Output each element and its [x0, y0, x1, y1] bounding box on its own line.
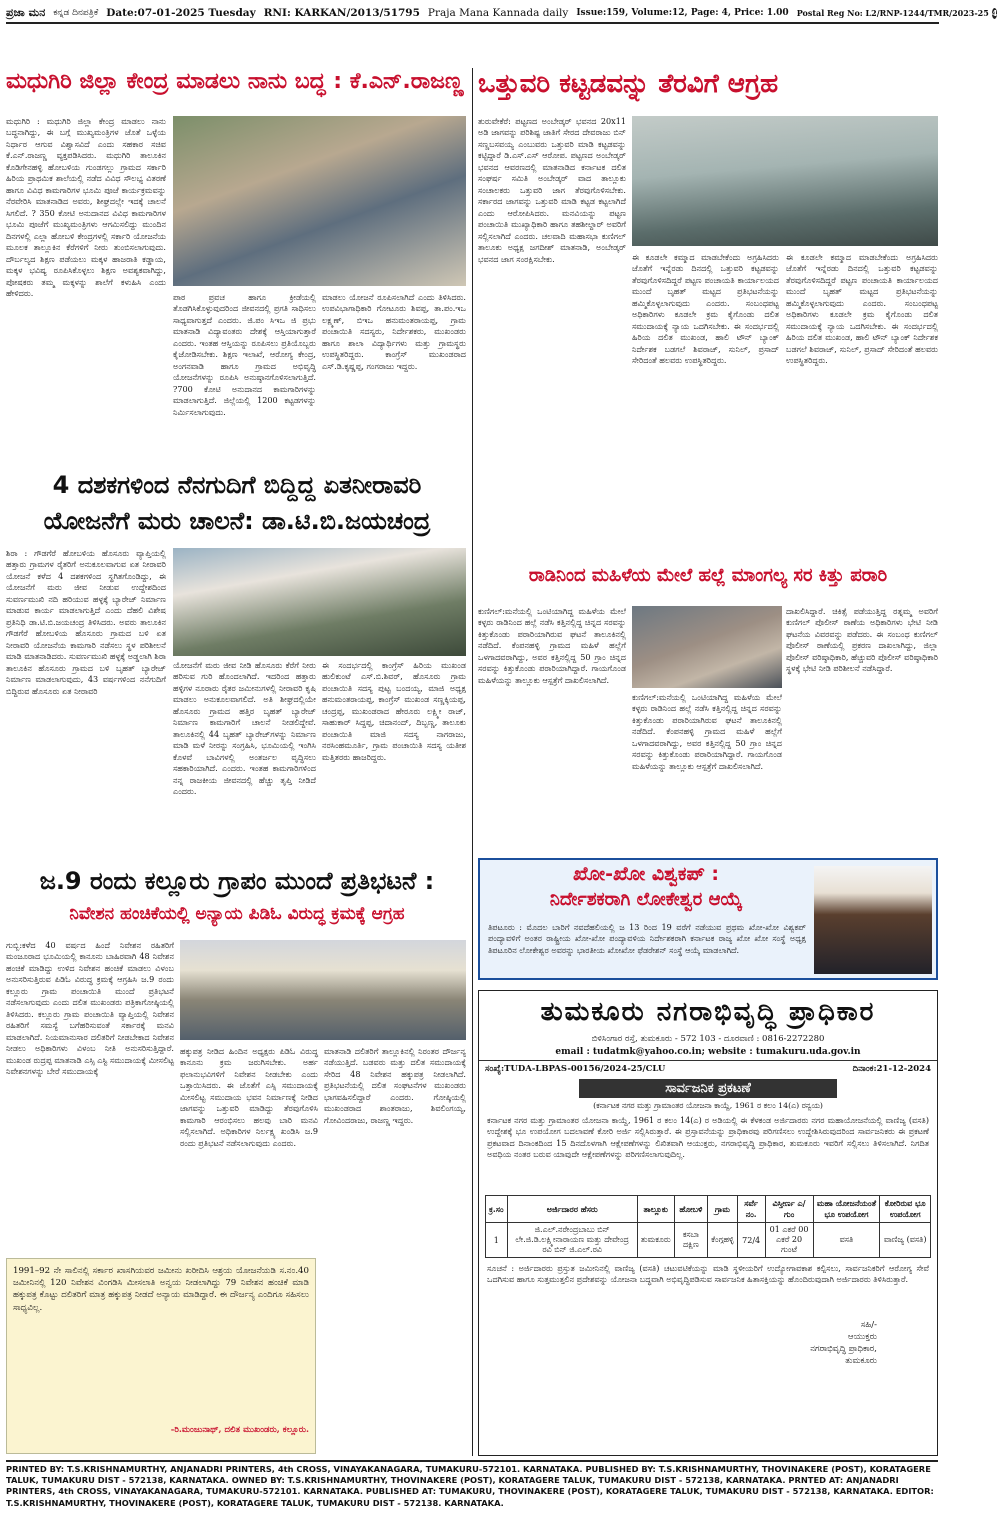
postal-reg: Postal Reg No: L2/RNP-1244/TMR/2023-25: [796, 8, 989, 18]
story3-headline-2: ನಿವೇಶನ ಹಂಚಿಕೆಯಲ್ಲಿ ಅನ್ಯಾಯ ಪಿಡಿಓ ವಿರುದ್ಧ ಕ್ರಮಕ್ಕೆ ಆಗ್ರಹ: [69, 904, 405, 924]
story3-photo: [180, 940, 466, 1040]
story4-col3: ಈ ಕೂಡಲೇ ಕಮ್ಮಾದ ಮಾಡಬೇಕೆಂದು ಅಗ್ರಹಿಸಿದರು ಜೊತೆಗೆ ಇನ್ನೆರಡು ದಿನದಲ್ಲಿ ಒತ್ತುವರಿ ಕಟ್ಟಡವನ್ನು ತೆರವುಗೊಳಿಸದಿದ್ದರೆ ಪಟ್ಟಣ ಪಂಚಾಯತಿ ಕಾರ್ಯಾಲಯದ ಮುಂದೆ ಬೃಹತ್ ಮಟ್ಟದ ಪ್ರತಿಭಟನೆಯನ್ನು ಹಮ್ಮಿಕೊಳ್ಳಲಾಗುವುದು ಎಂದರು. ಸಂಬಂಧಪಟ್ಟ ಅಧಿಕಾರಿಗಳು ಕೂಡಲೇ ಕ್ರಮ ಕೈಗೊಂಡು ದಲಿತ ಸಮುದಾಯಕ್ಕೆ ನ್ಯಾಯ ಒದಗಿಸಬೇಕು. ಈ ಸಂದರ್ಭದಲ್ಲಿ ಹಿರಿಯ ದಲಿತ ಮುಖಂಡ, ಹಾಲಿ ಟೌನ್ ಬ್ಯಾಂಕ್ ನಿರ್ದೇಶಕ ಬಡಗಲೆ ಶಿವರಾಜ್, ಸುನಿಲ್, ಪ್ರಸಾದ್ ಸೇರಿದಂತೆ ಹಲವರು ಉಪಸ್ಥಿತರಿದ್ದರು.: [786, 252, 938, 366]
story2-photo: [173, 548, 466, 656]
tuda-title: ತುಮಕೂರು ನಗರಾಭಿವೃದ್ಧಿ ಪ್ರಾಧಿಕಾರ: [540, 997, 876, 1027]
imprint: PRINTED BY: T.S.KRISHNAMURTHY, ANJANADRI PRINTERS, 4th CROSS, VINAYAKANAGARA, TUMAKURU-572101. KARNATAKA. PUBLISHED BY: T.S.KRISHNAMURTHY, THOVINAKERE (POST), KORATAGERE TALUK, TUMAKURU DIST - 572138, KARNATAKA. OWNED BY: T.S.KRISHNAMURTHY, THOVINAKERE (POST), KORATAGERE TALUK, TUMAKURU DIST - 572138, KARNATAKA. PRNTED AT: ANJANADRI PRINTERS, 4th CROSS, VINAYAKANAGARA, TUMAKURU-572101. KARNATAKA. PUBLISHED AT: TUMAKURU, THOVINAKERE (POST), KORATAGERE TALUK, TUMAKURU DIST - 572138, KARNATAKA. EDITOR: T.S.KRISHNAMURTHY, THOVINAKERE (POST), KORATAGERE TALUK, TUMAKURU DIST - 572138. KARNATAKA.: [6, 1464, 934, 1508]
story1-photo: [173, 116, 466, 286]
story1-col2: ಪಾಠ ಪ್ರವಚ ಹಾಗೂ ಕ್ರೀಡೆಯಲ್ಲಿ ತೊಡಗಿಸಿಕೊಳ್ಳುವುದರಿಂದ ಜೀವನದಲ್ಲಿ ಪ್ರಗತಿ ಸಾಧಿಸಲು ಸಾಧ್ಯವಾಗುತ್ತದೆ ಎಂದರು. ಜಿ.ಪಂ ಸಿಇಒ ಜಿ ಪ್ರಭು ಮಾತನಾಡಿ ವಿದ್ಯಾವಂತರು ದೇಶಕ್ಕೆ ಆಸ್ತಿಯಾಗುತ್ತಾರೆ ಎಂದರು. ಇಂತಹ ಆಸ್ತಿಯನ್ನು ರೂಪಿಸಲು ಪ್ರತಿಯೊಬ್ಬರು ಕೈಜೋಡಿಸಬೇಕು. ಶಿಕ್ಷಣ ಇಲಾಖೆ, ಆರೋಗ್ಯ ಕೇಂದ್ರ, ಅಂಗನವಾಡಿ ಹಾಗೂ ಗ್ರಾಮದ ಅಭಿವೃದ್ಧಿ ಯೋಜನೆಗಳನ್ನು ರೂಪಿಸಿ ಅನುಷ್ಠಾನಗೊಳಿಸಲಾಗುತ್ತಿದೆ. ?700 ಕೋಟಿ ಅನುದಾನದ ಕಾಮಗಾರಿಗಳನ್ನು ಮಾಡಲಾಗುತ್ತಿದೆ. ಜಿಲ್ಲೆಯಲ್ಲಿ 1200 ಕಟ್ಟಡಗಳನ್ನು ನಿರ್ಮಿಸಲಾಗುವುದು.: [173, 292, 316, 417]
tuda-table-header: ಗ್ರಾಮ: [708, 1196, 738, 1223]
story2-col1: ಶಿರಾ : ಗೌಡಗೆರೆ ಹೋಬಳಿಯ ಹೊಸೂರು ವ್ಯಾಪ್ತಿಯಲ್ಲಿ ಹತ್ತಾರು ಗ್ರಾಮಗಳ ರೈತರಿಗೆ ಅನುಕೂಲವಾಗುವ ಏತ ನೀರಾವರಿ ಯೋಜನೆ ಕಳೆದ 4 ದಶಕಗಳಿಂದ ಸ್ಥಗಿತಗೊಂಡಿದ್ದು, ಈ ಯೋಜನೆಗೆ ಮರು ಜೀವ ನೀಡುವ ಉದ್ದೇಶದಿಂದ ಸುವರ್ಣಮುಖಿ ನದಿ ಹರಿಯುವ ಹಳ್ಳಕ್ಕೆ ಬ್ಯಾರೇಜ್ ನಿರ್ಮಾಣ ಮಾಡುವ ಕಾರ್ಯ ಮಾಡಲಾಗುತ್ತಿದೆ ಎಂದು ದೆಹಲಿ ವಿಶೇಷ ಪ್ರತಿನಿಧಿ ಡಾ.ಟಿ.ಬಿ.ಜಯಚಂದ್ರ ತಿಳಿಸಿದರು. ಅವರು ತಾಲೂಕಿನ ಗೌಡಗೆರೆ ಹೋಬಳಿಯ ಹೊಸೂರು ಗ್ರಾಮದ ಬಳಿ ಏತ ನೀರಾವರಿ ಯೋಜನೆಯ ಕಾಮಗಾರಿ ನಡೆಸಲು ಸ್ಥಳ ಪರಿಶೀಲನೆ ಮಾಡಿ ಮಾತನಾಡಿದರು. ಸುವರ್ಣಮುಖಿ ಹಳ್ಳಕ್ಕೆ ಅಡ್ಡಲಾಗಿ ಶಿರಾ ತಾಲೂಕಿನ ಹೊಸೂರು ಗ್ರಾಮದ ಬಳಿ ಬೃಹತ್ ಬ್ಯಾರೇಜ್ ನಿರ್ಮಾಣ ಮಾಡಲಾಗುವುದು, 43 ವರ್ಷಗಳಿಂದ ನನೆಗುದಿಗೆ ಬಿದ್ದಿರುವ ಹೊಸೂರು ಏತ ನೀರಾವರಿ: [6, 548, 166, 696]
tuda-table-header: ಅರ್ಜಿದಾರರ ಹೆಸರು: [507, 1196, 637, 1223]
story2-col2: ಯೋಜನೆಗೆ ಮರು ಜೀವ ನೀಡಿ ಹೊಸೂರು ಕೆರೆಗೆ ನೀರು ಹರಿಸುವ ಗುರಿ ಹೊಂದಲಾಗಿದೆ. ಇದರಿಂದ ಹತ್ತಾರು ಹಳ್ಳಿಗಳ ನೂರಾರು ರೈತರ ಜಮೀನುಗಳಲ್ಲಿ ನೀರಾವರಿ ಕೃಷಿ ಮಾಡಲು ಅನುಕೂಲವಾಗಲಿದೆ. ಅತಿ ಶೀಘ್ರದಲ್ಲಿಯೇ ಹೊಸೂರು ಗ್ರಾಮದ ಹತ್ತಿರ ಬೃಹತ್ ಬ್ಯಾರೇಜ್ ನಿರ್ಮಾಣ ಕಾಮಗಾರಿಗೆ ಚಾಲನೆ ನೀಡಲಿದ್ದೇವೆ. ತಾಲೂಕಿನಲ್ಲಿ 44 ಬೃಹತ್ ಬ್ಯಾರೇಜ್‌ಗಳನ್ನು ನಿರ್ಮಾಣ ಮಾಡಿ ಮಳೆ ನೀರನ್ನು ಸಂಗ್ರಹಿಸಿ, ಭೂಮಿಯಲ್ಲಿ ಇಂಗಿಸಿ ಕೊಳವೆ ಬಾವಿಗಳಲ್ಲಿ ಅಂತರ್ಜಲ ವೃದ್ಧಿಸಲು ಸಹಕಾರಿಯಾಗಿದೆ. ಎಂದರು. ಇಂತಹ ಕಾಮಗಾರಿಗಳಿಂದ ನನ್ನ ರಾಜಕೀಯ ಜೀವನದಲ್ಲಿ ಹೆಚ್ಚು ತೃಪ್ತಿ ನೀಡಿದೆ ಎಂದರು.: [173, 660, 316, 797]
story5-photo: [632, 606, 782, 688]
tuda-email: email : tudatmk@yahoo.co.in; website : tumakuru.uda.gov.in: [479, 1047, 937, 1061]
tuda-table-cell: 01 ಎಕರೆ 00 ಎಕರೆ 20 ಗುಂಟೆ: [765, 1223, 813, 1258]
tuda-body: ಕರ್ನಾಟಕ ನಗರ ಮತ್ತು ಗ್ರಾಮಾಂತರ ಯೋಜನಾ ಕಾಯ್ದೆ, 1961 ರ ಕಲಂ 14(ಎ) ರ ಅಡಿಯಲ್ಲಿ ಈ ಕೆಳಕಂಡ ಅರ್ಜಿದಾರರು ನಗರ ಮಹಾಯೋಜನೆಯಲ್ಲಿ ವಾಣಿಜ್ಯ (ವಸತಿ) ಉದ್ದೇಶಕ್ಕೆ ಭೂ ಉಪಯೋಗ ಬದಲಾವಣೆ ಕೋರಿ ಅರ್ಜಿ ಸಲ್ಲಿಸಿರುತ್ತಾರೆ. ಈ ಪ್ರಸ್ತಾವನೆಯನ್ನು ಪ್ರಾಧಿಕಾರವು ಪರಿಗಣಿಸಲು ಉದ್ದೇಶಿಸಿರುವುದರಿಂದ ಸಾರ್ವಜನಿಕರು ಈ ಪ್ರಕಟಣೆ ಪ್ರಕಟವಾದ ದಿನಾಂಕದಿಂದ 15 ದಿನದೊಳಗಾಗಿ ಆಕ್ಷೇಪಣೆಗಳನ್ನು ಲಿಖಿತವಾಗಿ ಆಯುಕ್ತರು, ನಗರಾಭಿವೃದ್ಧಿ ಪ್ರಾಧಿಕಾರ, ತುಮಕೂರು ಇವರಿಗೆ ಸಲ್ಲಿಸಲು ತಿಳಿಸಲಾಗಿದೆ. ನಿಗದಿತ ಅವಧಿಯ ನಂತರ ಬರುವ ಯಾವುದೇ ಆಕ್ಷೇಪಣೆಗಳನ್ನು ಪರಿಗಣಿಸಲಾಗುವುದಿಲ್ಲ.: [487, 1115, 929, 1160]
footer-rule: [6, 1460, 938, 1462]
tuda-table-cell: 1: [486, 1223, 508, 1258]
tuda-sign-2: ಆಯುಕ್ತರು: [847, 1331, 877, 1342]
story3-quote-box: [6, 1258, 316, 1454]
story5-col1: ಕುಣಿಗಲ್:ಮನೆಯಲ್ಲಿ ಒಂಟಿಯಾಗಿದ್ದ ಮಹಿಳೆಯ ಮೇಲೆ ಕಳ್ಳರು ರಾಡಿನಿಂದ ಹಲ್ಲೆ ನಡೆಸಿ ಕತ್ತಿನಲ್ಲಿದ್ದ ಚಿನ್ನದ ಸರವನ್ನು ಕಿತ್ತುಕೊಂಡು ಪರಾರಿಯಾಗಿರುವ ಘಟನೆ ತಾಲೂಕಿನಲ್ಲಿ ನಡೆದಿದೆ. ಕೆಂಪನಹಳ್ಳಿ ಗ್ರಾಮದ ಮಹಿಳೆ ಹಲ್ಲೆಗೆ ಒಳಗಾದವರಾಗಿದ್ದು, ಅವರ ಕತ್ತಿನಲ್ಲಿದ್ದ 50 ಗ್ರಾಂ ಚಿನ್ನದ ಸರವನ್ನು ಕಿತ್ತುಕೊಂಡು ಪರಾರಿಯಾಗಿದ್ದಾರೆ. ಗಾಯಗೊಂಡ ಮಹಿಳೆಯನ್ನು ತಾಲ್ಲೂಕು ಆಸ್ಪತ್ರೆಗೆ ದಾಖಲಿಸಲಾಗಿದೆ.: [478, 606, 626, 685]
english-name: Praja Mana Kannada daily: [427, 7, 569, 19]
rni: RNI: KARKAN/2013/51795: [263, 7, 420, 19]
tuda-table-header: ತಾಲ್ಲೂಕು: [637, 1196, 674, 1223]
masthead: [6, 4, 997, 62]
tuda-table-cell: ಕೆಂಗ್ಗಹಳ್ಳಿ: [708, 1223, 738, 1258]
tuda-table-cell: ಕಸಬಾ ದಕ್ಷಿಣ: [674, 1223, 707, 1258]
tuda-table-header: ಕ್ರ.ಸಂ: [486, 1196, 508, 1223]
story1-col1: ಮಧುಗಿರಿ : ಮಧುಗಿರಿ ಜಿಲ್ಲಾ ಕೇಂದ್ರ ಮಾಡಲು ನಾನು ಬದ್ಧನಾಗಿದ್ದು, ಈ ಬಗ್ಗೆ ಮುಖ್ಯಮಂತ್ರಿಗಳ ಜೊತೆ ಒಳ್ಳೆಯ ನಿರ್ಧಾರ ಆಗುವ ವಿಶ್ವಾಸವಿದೆ ಎಂದು ಸಹಕಾರ ಸಚಿವ ಕೆ.ಎನ್.ರಾಜಣ್ಣ ವ್ಯಕ್ತಪಡಿಸಿದರು. ಮಧುಗಿರಿ ತಾಲೂಕಿನ ಕೊಡಿಗೇನಹಳ್ಳಿ ಹೋಬಳಿಯ ಗುಂಡಗಲ್ಲು ಗ್ರಾಮದ ಸರ್ಕಾರಿ ಹಿರಿಯ ಪ್ರಾಥಮಿಕ ಶಾಲೆಯಲ್ಲಿ ನಡೆದ ವಿವಿಧ ಸೌಲಭ್ಯ ವಿತರಣೆ ಹಾಗೂ ವಿವಿಧ ಕಾಮಗಾರಿಗಳ ಭೂಮಿ ಪೂಜೆ ಕಾರ್ಯಕ್ರಮವನ್ನು ನೆರವೇರಿಸಿ ಮಾತನಾಡಿದ ಅವರು, ಶೀಘ್ರದಲ್ಲೇ ಇದಕ್ಕೆ ಚಾಲನೆ ಸಿಗಲಿದೆ. ? 350 ಕೋಟಿ ಅನುದಾನದ ವಿವಿಧ ಕಾಮಗಾರಿಗಳ ಭೂಮಿ ಪೂಜೆಗೆ ಮುಖ್ಯಮಂತ್ರಿಗಳು ಆಗಮಿಸಲಿದ್ದು ಮುಂದಿನ ದಿನಗಳಲ್ಲಿ ಎಲ್ಲಾ ಹೋಬಳಿ ಕೇಂದ್ರಗಳಲ್ಲಿ ಸರ್ಕಾರಿ ಯೋಜನೆಯ ಮೂಲಕ ತಾಲ್ಲೂಕಿನ ಕೆರೆಗಳಿಗೆ ನೀರು ತುಂಬಿಸಲಾಗುವುದು. ದೌರ್ಬಲ್ಯದ ಶಿಕ್ಷಣ ಪಡೆಯಲು ಮಕ್ಕಳ ಹಾಜರಾತಿ ಕಡ್ಡಾಯ, ಮಕ್ಕಳ ಭವಿಷ್ಯ ರೂಪಿಸಿಕೊಳ್ಳಲು ಶಿಕ್ಷಣ ಅವಶ್ಯಕವಾಗಿದ್ದು, ಪೋಷಕರು ತಮ್ಮ ಮಕ್ಕಳನ್ನು ಶಾಲೆಗೆ ಕಳುಹಿಸಿ ಎಂದು ಹೇಳಿದರು.: [6, 116, 166, 299]
story5-col2: ದಾಖಲಿಸಿದ್ದಾರೆ. ಚಿಕಿತ್ಸೆ ಪಡೆಯುತ್ತಿದ್ದ ರತ್ನಮ್ಮ ಅವರಿಗೆ ಕುಣಿಗಲ್ ಪೊಲೀಸ್ ಠಾಣೆಯ ಅಧಿಕಾರಿಗಳು ಭೇಟಿ ನೀಡಿ ಘಟನೆಯ ವಿವರವನ್ನು ಪಡೆದರು. ಈ ಸಂಬಂಧ ಕುಣಿಗಲ್ ಪೊಲೀಸ್ ಠಾಣೆಯಲ್ಲಿ ಪ್ರಕರಣ ದಾಖಲಾಗಿದ್ದು, ಜಿಲ್ಲಾ ಪೊಲೀಸ್ ವರಿಷ್ಠಾಧಿಕಾರಿ, ಹೆಚ್ಚುವರಿ ಪೊಲೀಸ್ ವರಿಷ್ಠಾಧಿಕಾರಿ ಸ್ಥಳಕ್ಕೆ ಭೇಟಿ ನೀಡಿ ಪರಿಶೀಲನೆ ನಡೆಸಿದ್ದಾರೆ.: [786, 606, 938, 674]
tuda-date: ದಿನಾಂಕ:21-12-2024: [852, 1064, 931, 1074]
tuda-sign-4: ತುಮಕೂರು: [845, 1355, 877, 1366]
tuda-notice: [478, 990, 938, 1456]
date: Date:07-01-2025 Tuesday: [106, 7, 256, 19]
tuda-table-header: ಕೋರಿರುವ ಭೂ ಉಪಯೋಗ: [880, 1196, 931, 1223]
story4-col2: ಈ ಕೂಡಲೇ ಕಮ್ಮಾದ ಮಾಡಬೇಕೆಂದು ಅಗ್ರಹಿಸಿದರು ಜೊತೆಗೆ ಇನ್ನೆರಡು ದಿನದಲ್ಲಿ ಒತ್ತುವರಿ ಕಟ್ಟಡವನ್ನು ತೆರವುಗೊಳಿಸದಿದ್ದರೆ ಪಟ್ಟಣ ಪಂಚಾಯತಿ ಕಾರ್ಯಾಲಯದ ಮುಂದೆ ಬೃಹತ್ ಮಟ್ಟದ ಪ್ರತಿಭಟನೆಯನ್ನು ಹಮ್ಮಿಕೊಳ್ಳಲಾಗುವುದು ಎಂದರು. ಸಂಬಂಧಪಟ್ಟ ಅಧಿಕಾರಿಗಳು ಕೂಡಲೇ ಕ್ರಮ ಕೈಗೊಂಡು ದಲಿತ ಸಮುದಾಯಕ್ಕೆ ನ್ಯಾಯ ಒದಗಿಸಬೇಕು. ಈ ಸಂದರ್ಭದಲ್ಲಿ ಹಿರಿಯ ದಲಿತ ಮುಖಂಡ, ಹಾಲಿ ಟೌನ್ ಬ್ಯಾಂಕ್ ನಿರ್ದೇಶಕ ಬಡಗಲೆ ಶಿವರಾಜ್, ಸುನಿಲ್, ಪ್ರಸಾದ್ ಸೇರಿದಂತೆ ಹಲವರು ಉಪಸ್ಥಿತರಿದ್ದರು.: [632, 252, 779, 366]
tuda-table-cell: 72/4: [737, 1223, 765, 1258]
story2-headline-1: 4 ದಶಕಗಳಿಂದ ನೆನಗುದಿಗೆ ಬಿದ್ದಿದ್ದ ಏತನೀರಾವರಿ: [52, 471, 422, 499]
kho-headline-2: ನಿರ್ದೇಶಕರಾಗಿ ಲೋಕೇಶ್ವರ ಆಯ್ಕೆ: [549, 889, 743, 910]
tuda-act: (ಕರ್ನಾಟಕ ನಗರ ಮತ್ತು ಗ್ರಾಮಾಂತರ ಯೋಜನಾ ಕಾಯ್ದೆ, 1961 ರ ಕಲಂ 14(ಎ) ರನ್ವಯ): [593, 1101, 823, 1110]
paper-name: ಪ್ರಜಾ ಮನ: [6, 6, 46, 19]
tuda-address: ಬಿಳಿಸಿಂಗಾರ ರಸ್ತೆ, ತುಮಕೂರು - 572 103 - ದೂರವಾಣಿ : 0816-2272280: [591, 1034, 825, 1044]
page-number: 4: [991, 7, 997, 18]
story4-photo: [632, 116, 938, 246]
story3-col2: ಹಕ್ಕುಪತ್ರ ನೀಡಿದ ಹಿಂದಿನ ಅಧ್ಯಕ್ಷರು ಪಿಡಿಓ ವಿರುದ್ಧ ಕಾನೂನು ಕ್ರಮ ಜರುಗಿಸಬೇಕು. ಅರ್ಹ ಫಲಾನುಭವಿಗಳಿಗೆ ನಿವೇಶನ ನೀಡಬೇಕು ಎಂದು ಒತ್ತಾಯಿಸಿದರು. ಈ ಜೊತೆಗೆ ಎಸ್ಸಿ ಸಮುದಾಯಕ್ಕೆ ಮೀಸಲಿಟ್ಟ ಸಮುದಾಯ ಭವನ ನಿರ್ಮಾಣಕ್ಕೆ ನೀಡಿದ ಜಾಗವನ್ನು ಒತ್ತುವರಿ ಮಾಡಿದ್ದು ತೆರವುಗೊಳಿಸಿ ಕಾಮಗಾರಿ ಆರಂಭಿಸಲು ಹಲವು ಬಾರಿ ಮನವಿ ಸಲ್ಲಿಸಲಾಗಿದೆ. ಅಧಿಕಾರಿಗಳ ನಿರ್ಲಕ್ಷ್ಯ ಖಂಡಿಸಿ ಜ.9 ರಂದು ಪ್ರತಿಭಟನೆ ನಡೆಸಲಾಗುವುದು ಎಂದರು.: [180, 1046, 318, 1148]
tuda-table: [485, 1195, 931, 1258]
kho-portrait: [814, 866, 932, 974]
story2-col3: ಈ ಸಂದರ್ಭದಲ್ಲಿ ಕಾಂಗ್ರೆಸ್ ಹಿರಿಯ ಮುಖಂಡ ಹುಲಿಕುಂಟೆ ಎಸ್.ಬಿ.ಶಿವರ್, ಹೊಸೂರು ಗ್ರಾಮ ಪಂಚಾಯಿತಿ ಸದಸ್ಯ ಪುಟ್ಟ ಬಂದಯ್ಯ, ಮಾಜಿ ಅಧ್ಯಕ್ಷ ಹನುಮಂತರಾಯಪ್ಪ, ಕಾಂಗ್ರೆಸ್ ಮುಖಂಡ ಸಣ್ಣಕ್ಕಿಯಪ್ಪ, ಚಂದ್ರಪ್ಪ, ಮುಖಂಡರಾದ ಹೇರೂರು ಲಕ್ಷ್ಮೀ ರಾಜ್, ಸಾಹುಕಾರ್ ಸಿದ್ದಪ್ಪ, ಚಿದಾನಂದ್, ದಿಬ್ಬಣ್ಣ, ತಾಲೂಕು ಪಂಚಾಯಿತಿ ಮಾಜಿ ಸದಸ್ಯ ನಾಗರಾಜು, ನರಸಿಂಹಮೂರ್ತಿ, ಗ್ರಾಮ ಪಂಚಾಯಿತಿ ಸದಸ್ಯ ಯತೀಶ ಮತ್ತಿತರರು ಹಾಜರಿದ್ದರು.: [322, 660, 466, 762]
divider: [472, 68, 473, 1456]
tuda-table-header: ಮಹಾ ಯೋಜನೆಯಂತೆ ಭೂ ಉಪಯೋಗ: [813, 1196, 880, 1223]
tagline: ಕನ್ನಡ ದಿನಪತ್ರಿಕೆ: [53, 8, 99, 18]
story3-quote-author: -ರಿ.ಮಂಜುನಾಥ್, ದಲಿತ ಮುಖಂಡರು, ಕಲ್ಲೂರು.: [170, 1425, 309, 1435]
tuda-table-header: ಸರ್ವೆ ನಂ.: [737, 1196, 765, 1223]
tuda-table-cell: ತುಮಕೂರು: [637, 1223, 674, 1258]
kho-kho-box: [478, 858, 938, 980]
kho-body: ತಿಪಟೂರು : ಮೊದಲ ಬಾರಿಗೆ ನವದೆಹಲಿಯಲ್ಲಿ ಜ 13 ರಿಂದ 19 ವರೆಗೆ ನಡೆಯುವ ಪ್ರಥಮ ಖೋ-ಖೋ ವಿಶ್ವಕಪ್ ಪಂದ್ಯಾವಳಿಗೆ ಅಂತರ ರಾಷ್ಟ್ರೀಯ ಖೋ-ಖೋ ಪಂದ್ಯಾವಳಿಯ ನಿರ್ದೇಶಕರಾಗಿ ಕರ್ನಾಟಕ ರಾಜ್ಯ ಖೋ ಖೋ ಸಂಸ್ಥೆ ಅಧ್ಯಕ್ಷ ತಿಪಟೂರಿನ ಲೋಕೇಶ್ವರ ಅವರನ್ನು ಭಾರತೀಯ ಖೋಖೋ ಫೆಡರೇಶನ್ ಸಂಸ್ಥೆ ಆಯ್ಕೆ ಮಾಡಲಾಗಿದೆ.: [488, 922, 806, 955]
story5-col3: ಕುಣಿಗಲ್:ಮನೆಯಲ್ಲಿ ಒಂಟಿಯಾಗಿದ್ದ ಮಹಿಳೆಯ ಮೇಲೆ ಕಳ್ಳರು ರಾಡಿನಿಂದ ಹಲ್ಲೆ ನಡೆಸಿ ಕತ್ತಿನಲ್ಲಿದ್ದ ಚಿನ್ನದ ಸರವನ್ನು ಕಿತ್ತುಕೊಂಡು ಪರಾರಿಯಾಗಿರುವ ಘಟನೆ ತಾಲೂಕಿನಲ್ಲಿ ನಡೆದಿದೆ. ಕೆಂಪನಹಳ್ಳಿ ಗ್ರಾಮದ ಮಹಿಳೆ ಹಲ್ಲೆಗೆ ಒಳಗಾದವರಾಗಿದ್ದು, ಅವರ ಕತ್ತಿನಲ್ಲಿದ್ದ 50 ಗ್ರಾಂ ಚಿನ್ನದ ಸರವನ್ನು ಕಿತ್ತುಕೊಂಡು ಪರಾರಿಯಾಗಿದ್ದಾರೆ. ಗಾಯಗೊಂಡ ಮಹಿಳೆಯನ್ನು ತಾಲ್ಲೂಕು ಆಸ್ಪತ್ರೆಗೆ ದಾಖಲಿಸಲಾಗಿದೆ.: [632, 692, 782, 771]
issue: Issue:159, Volume:12, Page: 4, Price: 1.00: [576, 8, 789, 18]
tuda-table-header: ಹೋಬಳಿ: [674, 1196, 707, 1223]
kho-headline-1: ಖೋ-ಖೋ ವಿಶ್ವಕಪ್ :: [572, 863, 720, 885]
story3-quote: 1991–92 ನೇ ಸಾಲಿನಲ್ಲಿ ಸರ್ಕಾರ ಖಾಸಗಿಯವರ ಜಮೀನು ಖರೀದಿಸಿ ಆಶ್ರಯ ಯೋಜನೆಯಡಿ ಸ.ನಂ.40 ಜಮೀನಿನಲ್ಲಿ 120 ನಿವೇಶನ ವಿಂಗಡಿಸಿ ಮೀಸಲಾತಿ ಅನ್ವಯ ನೀಡಲಾಗಿದ್ದು 79 ನಿವೇಶನ ಹಂಚಿಕೆ ಮಾಡಿ ಹಕ್ಕುಪತ್ರ ಕೊಟ್ಟು ದಲಿತರಿಗೆ ಮಾತ್ರ ಹಕ್ಕುಪತ್ರ ನೀಡದೆ ಅನ್ಯಾಯ ಮಾಡಿದ್ದಾರೆ. ಈ ದೌರ್ಜನ್ಯ ಎಂದಿಗೂ ಸಹಿಸಲು ಸಾಧ್ಯವಿಲ್ಲ.: [13, 1266, 309, 1313]
tuda-sign-1: ಸಹಿ/-: [860, 1320, 877, 1330]
story1-headline: ಮಧುಗಿರಿ ಜಿಲ್ಲಾ ಕೇಂದ್ರ ಮಾಡಲು ನಾನು ಬದ್ಧ : ಕೆ.ಎನ್.ರಾಜಣ್ಣ: [6, 69, 464, 94]
story3-col1: ಗುಬ್ಬಿ:ಕಳೆದ 40 ವರ್ಷದ ಹಿಂದೆ ನಿವೇಶನ ರಹಿತರಿಗೆ ಮಂಜೂರಾದ ಭೂಮಿಯಲ್ಲಿ ಕಾನೂನು ಬಾಹಿರವಾಗಿ 48 ನಿವೇಶನ ಹಂಚಿಕೆ ಮಾಡಿದ್ದು ಉಳಿದ ನಿವೇಶನ ಹಂಚಿಕೆ ಮಾಡಲು ವಿಳಂಬ ಅನುಸರಿಸುತ್ತಿರುವ ಪಿಡಿಓ ವಿರುದ್ಧ ಕ್ರಮಕ್ಕೆ ಆಗ್ರಹಿಸಿ ಜ.9 ರಂದು ಕಲ್ಲೂರು ಗ್ರಾಮ ಪಂಚಾಯಿತಿ ಮುಂದೆ ಪ್ರತಿಭಟನೆ ನಡೆಸಲಾಗುವುದು ಎಂದು ದಲಿತ ಮುಖಂಡರು ಪತ್ರಿಕಾಗೋಷ್ಠಿಯಲ್ಲಿ ತಿಳಿಸಿದರು. ಕಲ್ಲೂರು ಗ್ರಾಮ ಪಂಚಾಯಿತಿ ವ್ಯಾಪ್ತಿಯಲ್ಲಿ ನಿವೇಶನ ರಹಿತರಿಗೆ ಸಮಸ್ಯೆ ಬಗೆಹರಿಸುವಂತೆ ಸರ್ಕಾರಕ್ಕೆ ಮನವಿ ಮಾಡಲಾಗಿದೆ. ನಿಯಮಾನುಸಾರ ದಲಿತರಿಗೆ ನೀಡಬೇಕಾದ ನಿವೇಶನ ನೀಡಲು ಅಧಿಕಾರಿಗಳು ವಿಳಂಬ ನೀತಿ ಅನುಸರಿಸುತ್ತಿದ್ದಾರೆ. ಮುಖಂಡ ರುದ್ರಪ್ಪ ಮಾತನಾಡಿ ಎಸ್ಸಿ ಎಸ್ಟಿ ಸಮುದಾಯಕ್ಕೆ ಮೀಸಲಿಟ್ಟ ನಿವೇಶನಗಳನ್ನು ಬೇರೆ ಸಮುದಾಯಕ್ಕೆ: [6, 940, 174, 1077]
tuda-note: ಸೂಚನೆ : ಅರ್ಜಿದಾರರು ಪ್ರಸ್ತುತ ಜಮೀನಿನಲ್ಲಿ ವಾಣಿಜ್ಯ (ವಸತಿ) ಚಟುವಟಿಕೆಯನ್ನು ಮಾಡಿ ಸ್ಥಳೀಯರಿಗೆ ಉದ್ಯೋಗಾವಕಾಶ ಕಲ್ಪಿಸಲು, ಸಾರ್ವಜನಿಕರಿಗೆ ಆರೋಗ್ಯ ಸೇವೆ ಒದಗಿಸುವ ಹಾಗೂ ಸುತ್ತಮುತ್ತಲಿನ ಪ್ರದೇಶವನ್ನು ಯೋಜನಾ ಬದ್ಧವಾಗಿ ಅಭಿವೃದ್ಧಿಪಡಿಸುವ ಸಾರ್ವಜನಿಕ ಹಿತಾಸಕ್ತಿಯನ್ನು ಹೊಂದಿರುವುದಾಗಿ ಅರ್ಜಿದಾರರು ತಿಳಿಸಿರುತ್ತಾರೆ.: [487, 1263, 929, 1285]
story4-col1: ತುರುವೇಕೆರೆ: ಪಟ್ಟಣದ ಅಂಬೇಡ್ಕರ್ ಭವನದ 20x11 ಅಡಿ ಜಾಗವನ್ನು ಪರಿಶಿಷ್ಟ ಜಾತಿಗೆ ಸೇರದ ದೇವರಾಜು ಬಿನ್ ಸಣ್ಣಬಸವಯ್ಯ ಎಂಬುವರು ಒತ್ತುವರಿ ಮಾಡಿ ಕಟ್ಟಡವನ್ನು ಕಟ್ಟಿದ್ದಾರೆ ಡಿ.ಎಸ್.ಎಸ್ ಆರೋಪ. ಪಟ್ಟಣದ ಅಂಬೇಡ್ಕರ್ ಭವನದ ಆವರಣದಲ್ಲಿ ಮಾತನಾಡಿದ ಕರ್ನಾಟಕ ದಲಿತ ಸಂಘರ್ಷ ಸಮಿತಿ ಅಂಬೇಡ್ಕರ್ ವಾದ ತಾಲ್ಲೂಕು ಸಂಚಾಲಕರು ಒತ್ತುವರಿ ಜಾಗ ತೆರವುಗೊಳಿಸಬೇಕು. ಸರ್ಕಾರದ ಜಾಗವನ್ನು ಒತ್ತುವರಿ ಮಾಡಿ ಕಟ್ಟಡ ಕಟ್ಟಲಾಗಿದೆ ಎಂದು ಆರೋಪಿಸಿದರು. ಮನವಿಯನ್ನು ಪಟ್ಟಣ ಪಂಚಾಯಿತಿ ಮುಖ್ಯಾಧಿಕಾರಿ ಹಾಗೂ ತಹಶೀಲ್ದಾರ್ ಅವರಿಗೆ ಸಲ್ಲಿಸಲಾಗಿದೆ ಎಂದರು. ಚಲವಾದಿ ಮಹಾಸಭಾ ಕುಣಿಗಲ್ ತಾಲೂಕು ಅಧ್ಯಕ್ಷ ಜಗದೀಶ್ ಮಾತನಾಡಿ, ಅಂಬೇಡ್ಕರ್ ಭವನದ ಜಾಗ ಸಂರಕ್ಷಿಸಬೇಕು.: [478, 116, 626, 264]
story1-col3: ಮಾಡಲು ಯೋಜನೆ ರೂಪಿಸಲಾಗಿದೆ ಎಂದು ತಿಳಿಸಿದರು. ಉಪವಿಭಾಗಾಧಿಕಾರಿ ಗೋಟೂರು ಶಿವಪ್ಪ, ತಾ.ಪಂ.ಇಒ ಲಕ್ಷ್ಮಣ್, ಬಿಇಒ ಹನುಮಂತರಾಯಪ್ಪ, ಗ್ರಾಮ ಪಂಚಾಯಿತಿ ಸದಸ್ಯರು, ನಿರ್ದೇಶಕರು, ಮುಖಂಡರು ಹಾಗೂ ಶಾಲಾ ವಿದ್ಯಾರ್ಥಿಗಳು ಮತ್ತು ಗ್ರಾಮಸ್ಥರು ಉಪಸ್ಥಿತರಿದ್ದರು. ಕಾಂಗ್ರೆಸ್ ಮುಖಂಡರಾದ ಎಸ್.ಡಿ.ಕೃಷ್ಣಪ್ಪ, ಗಂಗರಾಜು ಇದ್ದರು.: [322, 292, 466, 371]
story2-headline-2: ಯೋಜನೆಗೆ ಮರು ಚಾಲನೆ: ಡಾ.ಟಿ.ಬಿ.ಜಯಚಂದ್ರ: [43, 507, 431, 535]
story3-col3: ಮಾತನಾಡಿ ದಲಿತರಿಗೆ ತಾಲ್ಲೂಕಿನಲ್ಲಿ ನಿರಂತರ ದೌರ್ಜನ್ಯ ನಡೆಯುತ್ತಿದೆ. ಬಡವರು ಮತ್ತು ದಲಿತ ಸಮುದಾಯಕ್ಕೆ ಸೇರಿದ 48 ನಿವೇಶನ ಹಕ್ಕುಪತ್ರ ನೀಡಲಾಗಿದೆ. ಪ್ರತಿಭಟನೆಯಲ್ಲಿ ದಲಿತ ಸಂಘಟನೆಗಳ ಮುಖಂಡರು ಭಾಗವಹಿಸಲಿದ್ದಾರೆ ಎಂದರು. ಗೋಷ್ಠಿಯಲ್ಲಿ ಮುಖಂಡರಾದ ಶಾಂತರಾಜು, ಶಿವಲಿಂಗಯ್ಯ, ಗೋವಿಂದರಾಜು, ರಾಜಣ್ಣ ಇದ್ದರು.: [324, 1046, 466, 1125]
tuda-ref: ಸಂಖ್ಯೆ:TUDA-LBPAS-00156/2024-25/CLU: [485, 1064, 666, 1074]
tuda-table-header: ವಿಸ್ತೀರ್ಣ ಎ/ಗುಂ: [765, 1196, 813, 1223]
tuda-table-cell: ಜಿ.ಎಲ್.ನರೇಂದ್ರಬಾಬು ಬಿನ್ ಲೇ.ಜಿ.ಡಿ.ಲಕ್ಷ್ಮೀನಾರಾಯಣ ಮತ್ತು ದೇವೇಂದ್ರ ರವಿ ಬಿನ್ ಜಿ.ಎಲ್.ರವಿ: [507, 1223, 637, 1258]
story3-headline-1: ಜ.9 ರಂದು ಕಲ್ಲೂರು ಗ್ರಾಪಂ ಮುಂದೆ ಪ್ರತಿಭಟನೆ :: [39, 867, 435, 895]
tuda-table-cell: ವಾಣಿಜ್ಯ (ವಸತಿ): [880, 1223, 931, 1258]
tuda-notice-title: ಸಾರ್ವಜನಿಕ ಪ್ರಕಟಣೆ: [579, 1079, 837, 1098]
story4-headline: ಒತ್ತುವರಿ ಕಟ್ಟಡವನ್ನು ತೆರವಿಗೆ ಆಗ್ರಹ: [478, 69, 779, 99]
tuda-table-cell: ವಸತಿ: [813, 1223, 880, 1258]
tuda-sign-3: ನಗರಾಭಿವೃದ್ಧಿ ಪ್ರಾಧಿಕಾರ,: [810, 1343, 877, 1354]
story5-headline: ರಾಡಿನಿಂದ ಮಹಿಳೆಯ ಮೇಲೆ ಹಲ್ಲೆ ಮಾಂಗಲ್ಯ ಸರ ಕಿತ್ತು ಪರಾರಿ: [528, 565, 888, 586]
